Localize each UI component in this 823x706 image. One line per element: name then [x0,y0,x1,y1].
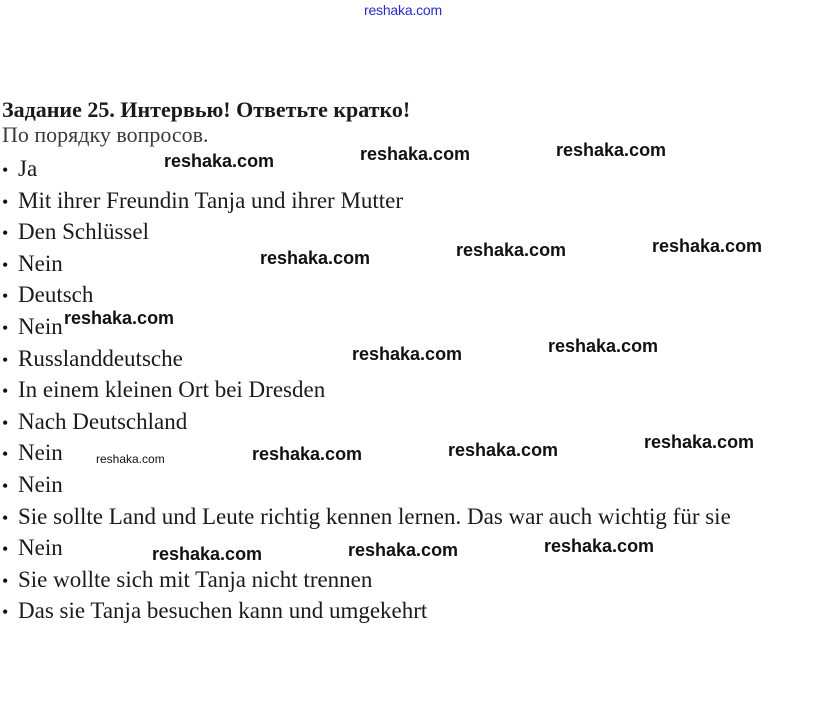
watermark-text: reshaka.com [360,144,471,164]
bullet-icon: • [2,254,9,275]
watermark-text: reshaka.com [556,140,667,160]
watermark-text: reshaka.com [652,236,763,256]
bullet-icon: • [2,349,9,370]
task-title: Задание 25. Интервью! Ответьте кратко! [2,97,411,122]
bullet-icon: • [2,507,9,528]
answer-text: Sie wollte sich mit Tanja nicht trennen [18,566,373,592]
watermark-text: reshaka.com [456,240,567,260]
bullet-icon: • [2,317,9,338]
answer-text: Mit ihrer Freundin Tanja und ihrer Mutter [18,187,404,213]
answer-text: Sie sollte Land und Leute richtig kennen lernen. Das war auch wichtig für sie [18,503,731,529]
list-item [2,375,817,407]
answer-text: In einem kleinen Ort bei Dresden [18,377,326,403]
watermark-text: reshaka.com [64,308,175,328]
bullet-icon: • [2,539,9,560]
bullet-icon: • [2,570,9,591]
answer-text: Nach Deutschland [18,408,188,434]
bullet-icon: • [2,160,9,180]
watermark-text: reshaka.com [548,336,659,356]
answer-text: Nein [18,250,63,276]
bullet-icon: • [2,475,9,496]
answer-text: Nein [18,440,63,466]
bullet-icon: • [2,444,9,465]
list-item [2,565,817,597]
answer-text: Das sie Tanja besuchen kann und umgekehrt [18,598,428,624]
answer-text: Russlanddeutsche [18,345,183,371]
bullet-icon: • [2,223,9,244]
watermark-text: reshaka.com [644,432,755,452]
watermark-text: reshaka.com [164,151,275,171]
answer-text: Nein [18,535,63,561]
list-item [2,470,817,502]
list-item [2,596,817,628]
watermark-text: reshaka.com [544,536,655,556]
answer-text: Nein [18,471,63,497]
watermark-text: reshaka.com [252,444,363,464]
bullet-icon: • [2,602,9,623]
watermark-text: reshaka.com [152,544,263,564]
watermark-text: reshaka.com [352,344,463,364]
answer-text: Den Schlüssel [18,219,149,245]
watermark-text: reshaka.com [96,452,165,466]
bullet-icon: • [2,286,9,307]
list-item [2,502,817,534]
answer-text: Ja [18,156,38,181]
watermark-text: reshaka.com [348,540,459,560]
task-subtitle: По порядку вопросов. [2,122,209,147]
bullet-icon: • [2,191,9,212]
bullet-icon: • [2,381,9,402]
list-item [2,186,817,218]
answer-text: Nein [18,313,63,339]
watermark-text: reshaka.com [448,440,559,460]
bullet-icon: • [2,412,9,433]
watermark-text: reshaka.com [260,248,371,268]
site-link[interactable]: reshaka.com [364,2,442,18]
answer-text: Deutsch [18,282,94,308]
